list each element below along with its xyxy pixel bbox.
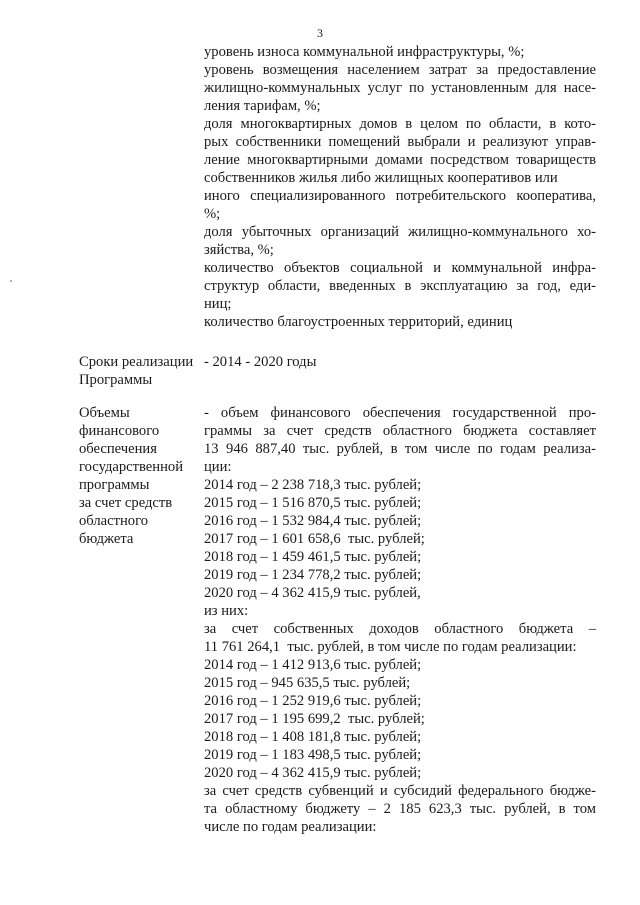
page-number: 3: [317, 26, 323, 40]
volume-line: 2017 год – 1 195 699,2 тыс. рублей;: [204, 711, 425, 727]
scan-speck: [10, 280, 12, 282]
terms-label-line-1: Сроки реализации: [79, 354, 194, 370]
indicator-line: ления тарифам, %;: [204, 98, 321, 114]
volume-line: из них:: [204, 603, 249, 619]
volume-line: за счет средств субвенций и субсидий федерального бюдже-: [204, 783, 596, 799]
indicator-line: количество благоустроенных территорий, единиц: [204, 314, 513, 330]
indicator-line: иного специализированного потребительского кооператива,: [204, 188, 596, 204]
indicator-line: зяйства, %;: [204, 242, 274, 258]
volume-line: граммы за счет средств областного бюджета составляет: [204, 423, 596, 439]
volume-label-line: финансового: [79, 423, 160, 439]
volume-line: ции:: [204, 459, 232, 475]
volume-line: 2017 год – 1 601 658,6 тыс. рублей;: [204, 531, 425, 547]
indicator-line: ниц;: [204, 296, 232, 312]
volume-line: 2020 год – 4 362 415,9 тыс. рублей,: [204, 585, 421, 601]
volume-line: - объем финансового обеспечения государственной про-: [204, 405, 596, 421]
indicator-line: уровень возмещения населением затрат за предоставление: [204, 62, 596, 78]
indicator-line: %;: [204, 206, 221, 222]
indicator-line: количество объектов социальной и коммунальной инфра-: [204, 260, 596, 276]
volume-label-line: областного: [79, 513, 148, 529]
volume-label-line: обеспечения: [79, 441, 157, 457]
volume-line: та областному бюджету – 2 185 623,3 тыс. рублей, в том: [204, 801, 596, 817]
indicator-line: уровень износа коммунальной инфраструктуры, %;: [204, 44, 525, 60]
terms-label-line-2: Программы: [79, 372, 153, 388]
terms-value: - 2014 - 2020 годы: [204, 354, 317, 370]
volume-label-line: Объемы: [79, 405, 130, 421]
indicator-line: структур области, введенных в эксплуатацию за год, еди-: [204, 278, 596, 294]
indicator-line: доля многоквартирных домов в целом по области, в кото-: [204, 116, 596, 132]
volume-line: 2018 год – 1 408 181,8 тыс. рублей;: [204, 729, 422, 745]
volume-line: за счет собственных доходов областного бюджета –: [204, 621, 596, 637]
indicator-line: ление многоквартирными домами посредством товариществ: [204, 152, 596, 168]
volume-line: 2014 год – 1 412 913,6 тыс. рублей;: [204, 657, 422, 673]
volume-line: 2016 год – 1 532 984,4 тыс. рублей;: [204, 513, 422, 529]
volume-line: 13 946 887,40 тыс. рублей, в том числе по годам реализа-: [204, 441, 596, 457]
volume-label-line: бюджета: [79, 531, 134, 547]
indicator-line: собственников жилья либо жилищных кооперативов или: [204, 170, 558, 186]
volume-line: 2014 год – 2 238 718,3 тыс. рублей;: [204, 477, 422, 493]
indicator-line: доля убыточных организаций жилищно-коммунального хо-: [204, 224, 596, 240]
volume-line: 2016 год – 1 252 919,6 тыс. рублей;: [204, 693, 422, 709]
indicator-line: рых собственники помещений выбрали и реализуют управ-: [204, 134, 596, 150]
volume-label-line: за счет средств: [79, 495, 173, 511]
volume-line: 2015 год – 945 635,5 тыс. рублей;: [204, 675, 411, 691]
indicator-line: жилищно-коммунальных услуг по установленным для насе-: [204, 80, 596, 96]
volume-line: 11 761 264,1 тыс. рублей, в том числе по годам реализации:: [204, 639, 577, 655]
volume-line: 2018 год – 1 459 461,5 тыс. рублей;: [204, 549, 422, 565]
volume-label-line: программы: [79, 477, 150, 493]
volume-line: 2019 год – 1 234 778,2 тыс. рублей;: [204, 567, 422, 583]
volume-line: 2020 год – 4 362 415,9 тыс. рублей;: [204, 765, 422, 781]
volume-line: 2019 год – 1 183 498,5 тыс. рублей;: [204, 747, 422, 763]
volume-label-line: государственной: [79, 459, 184, 475]
volume-line: числе по годам реализации:: [204, 819, 377, 835]
volume-line: 2015 год – 1 516 870,5 тыс. рублей;: [204, 495, 422, 511]
